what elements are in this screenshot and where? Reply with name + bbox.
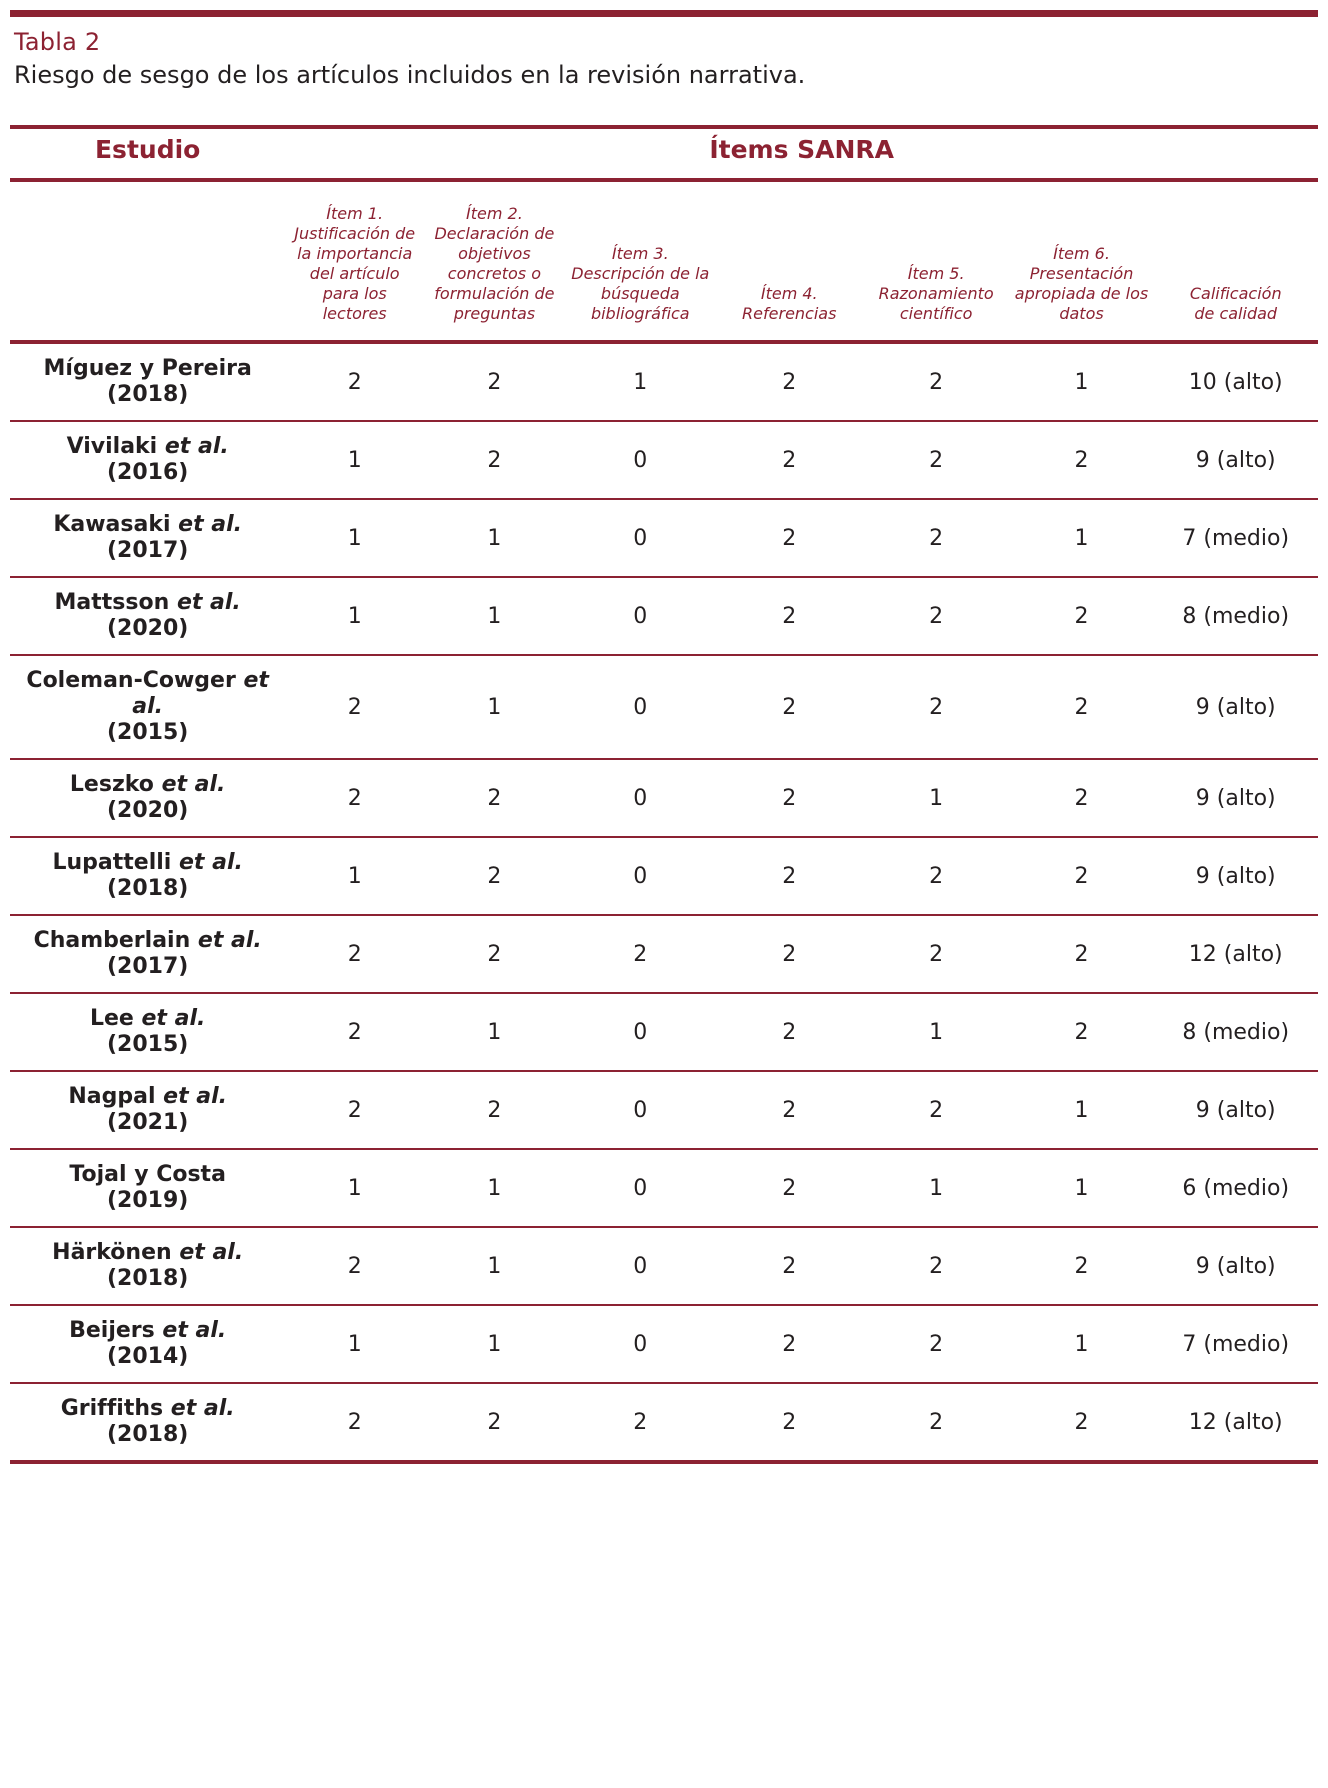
- header-item-6-desc: Presentación apropiada de los datos: [1014, 264, 1149, 323]
- score-cell-item-5: 2: [863, 342, 1010, 421]
- score-cell-item-3: 0: [565, 1305, 716, 1383]
- score-cell-item-4: 2: [716, 1383, 863, 1462]
- study-cell: [10, 1149, 285, 1227]
- score-cell-item-4: 2: [716, 993, 863, 1071]
- score-cell-item-3: 0: [565, 759, 716, 837]
- score-cell-item-3: 2: [565, 1383, 716, 1462]
- quality-rating-cell: 8 (medio): [1153, 993, 1318, 1071]
- study-etal: et al.: [178, 512, 243, 537]
- table-row: [10, 759, 1318, 837]
- score-cell-item-1: 2: [285, 915, 424, 993]
- score-cell-item-2: 1: [424, 993, 565, 1071]
- table-row: [10, 1305, 1318, 1383]
- study-cell: [10, 759, 285, 837]
- study-year: (2018): [107, 1266, 189, 1291]
- score-cell-item-5: 1: [863, 759, 1010, 837]
- score-cell-item-2: 1: [424, 1149, 565, 1227]
- score-cell-item-3: 0: [565, 421, 716, 499]
- study-cell: [10, 1383, 285, 1462]
- group-header-row: [10, 127, 1318, 180]
- score-cell-item-6: 2: [1010, 421, 1154, 499]
- header-item-5: [863, 180, 1010, 342]
- score-cell-item-4: 2: [716, 1149, 863, 1227]
- score-cell-item-4: 2: [716, 915, 863, 993]
- table-row: [10, 1149, 1318, 1227]
- score-cell-item-1: 2: [285, 993, 424, 1071]
- study-author: Lupattelli: [52, 850, 172, 875]
- score-cell-item-5: 2: [863, 655, 1010, 759]
- header-item-4-number: Ítem 4.: [760, 284, 818, 303]
- study-cell: [10, 342, 285, 421]
- score-cell-item-1: 2: [285, 759, 424, 837]
- quality-rating-cell: 7 (medio): [1153, 1305, 1318, 1383]
- study-cell: [10, 993, 285, 1071]
- study-cell: [10, 915, 285, 993]
- score-cell-item-1: 1: [285, 837, 424, 915]
- score-cell-item-6: 2: [1010, 1383, 1154, 1462]
- study-etal: et al.: [179, 850, 243, 875]
- quality-rating-cell: 9 (alto): [1153, 759, 1318, 837]
- score-cell-item-6: 1: [1010, 342, 1154, 421]
- score-cell-item-5: 2: [863, 421, 1010, 499]
- table-title: Riesgo de sesgo de los artículos incluidos en la revisión narrativa.: [14, 61, 806, 89]
- score-cell-item-3: 0: [565, 1149, 716, 1227]
- table-row: [10, 993, 1318, 1071]
- score-cell-item-2: 1: [424, 499, 565, 577]
- score-cell-item-2: 2: [424, 421, 565, 499]
- table-caption: [10, 17, 1318, 91]
- study-author: Tojal y Costa: [69, 1162, 226, 1187]
- study-year: (2018): [107, 1422, 189, 1447]
- study-etal: et al.: [197, 928, 262, 953]
- quality-rating-cell: 10 (alto): [1153, 342, 1318, 421]
- score-cell-item-1: 2: [285, 1227, 424, 1305]
- score-cell-item-6: 1: [1010, 1149, 1154, 1227]
- header-items-sanra: Ítems SANRA: [285, 127, 1318, 180]
- table-row: [10, 655, 1318, 759]
- score-cell-item-5: 1: [863, 1149, 1010, 1227]
- score-cell-item-4: 2: [716, 759, 863, 837]
- score-cell-item-2: 2: [424, 1383, 565, 1462]
- quality-rating-cell: 12 (alto): [1153, 915, 1318, 993]
- study-author: Nagpal: [68, 1084, 156, 1109]
- header-item-1-desc: Justificación de la importancia del artículo para los lectores: [294, 224, 416, 323]
- table-row: [10, 499, 1318, 577]
- study-etal: et al.: [179, 1240, 244, 1265]
- header-item-2-number: Ítem 2.: [466, 204, 523, 223]
- study-year: (2021): [107, 1110, 189, 1135]
- score-cell-item-5: 1: [863, 993, 1010, 1071]
- study-author: Härkönen: [52, 1240, 172, 1265]
- table-row: [10, 1227, 1318, 1305]
- study-etal: et al.: [132, 668, 269, 719]
- score-cell-item-2: 1: [424, 655, 565, 759]
- header-item-3-number: Ítem 3.: [611, 244, 669, 263]
- study-etal: et al.: [163, 1084, 227, 1109]
- study-cell: [10, 1305, 285, 1383]
- study-etal: et al.: [162, 1318, 227, 1343]
- study-year: (2019): [107, 1188, 189, 1213]
- score-cell-item-5: 2: [863, 915, 1010, 993]
- score-cell-item-2: 2: [424, 1071, 565, 1149]
- score-cell-item-6: 2: [1010, 915, 1154, 993]
- score-cell-item-4: 2: [716, 655, 863, 759]
- table-page: [0, 10, 1328, 1464]
- score-cell-item-1: 2: [285, 342, 424, 421]
- score-cell-item-4: 2: [716, 1071, 863, 1149]
- table-body: [10, 342, 1318, 1462]
- score-cell-item-2: 2: [424, 915, 565, 993]
- study-year: (2015): [107, 720, 189, 745]
- header-calificacion: [1153, 180, 1318, 342]
- score-cell-item-6: 2: [1010, 759, 1154, 837]
- score-cell-item-5: 2: [863, 1227, 1010, 1305]
- score-cell-item-5: 2: [863, 1383, 1010, 1462]
- study-author: Kawasaki: [53, 512, 171, 537]
- study-year: (2017): [107, 538, 189, 563]
- header-item-5-number: Ítem 5.: [907, 264, 965, 283]
- score-cell-item-6: 1: [1010, 499, 1154, 577]
- study-cell: [10, 421, 285, 499]
- quality-rating-cell: 9 (alto): [1153, 837, 1318, 915]
- quality-rating-cell: 8 (medio): [1153, 577, 1318, 655]
- column-header-row: [10, 180, 1318, 342]
- study-year: (2015): [107, 1032, 189, 1057]
- score-cell-item-3: 0: [565, 577, 716, 655]
- score-cell-item-2: 1: [424, 1305, 565, 1383]
- study-etal: et al.: [176, 590, 241, 615]
- study-author: Míguez y Pereira: [43, 356, 252, 381]
- study-year: (2017): [107, 954, 189, 979]
- table-head: [10, 127, 1318, 342]
- study-year: (2014): [107, 1344, 189, 1369]
- score-cell-item-2: 2: [424, 759, 565, 837]
- score-cell-item-1: 1: [285, 1149, 424, 1227]
- study-cell: [10, 499, 285, 577]
- score-cell-item-1: 1: [285, 1305, 424, 1383]
- score-cell-item-5: 2: [863, 837, 1010, 915]
- score-cell-item-2: 2: [424, 837, 565, 915]
- study-cell: [10, 1227, 285, 1305]
- score-cell-item-3: 0: [565, 499, 716, 577]
- table-row: [10, 915, 1318, 993]
- study-author: Coleman-Cowger: [26, 668, 236, 693]
- study-year: (2016): [107, 460, 189, 485]
- study-year: (2018): [107, 382, 189, 407]
- score-cell-item-5: 2: [863, 499, 1010, 577]
- header-calificacion-line2: de calidad: [1194, 304, 1278, 323]
- study-etal: et al.: [141, 1006, 206, 1031]
- quality-rating-cell: 9 (alto): [1153, 655, 1318, 759]
- study-author: Chamberlain: [33, 928, 191, 953]
- header-item-1: [285, 180, 424, 342]
- table-row: [10, 1383, 1318, 1462]
- study-author: Beijers: [69, 1318, 155, 1343]
- top-accent-rule: [10, 10, 1318, 17]
- score-cell-item-3: 0: [565, 1227, 716, 1305]
- quality-rating-cell: 9 (alto): [1153, 1071, 1318, 1149]
- header-item-3: [565, 180, 716, 342]
- score-cell-item-1: 1: [285, 421, 424, 499]
- study-etal: et al.: [164, 434, 229, 459]
- score-cell-item-4: 2: [716, 421, 863, 499]
- score-cell-item-2: 2: [424, 342, 565, 421]
- score-cell-item-6: 2: [1010, 993, 1154, 1071]
- header-item-4-desc: Referencias: [742, 304, 837, 323]
- score-cell-item-4: 2: [716, 342, 863, 421]
- study-etal: et al.: [161, 772, 226, 797]
- study-cell: [10, 577, 285, 655]
- header-estudio: Estudio: [10, 127, 285, 180]
- table-row: [10, 1071, 1318, 1149]
- study-cell: [10, 837, 285, 915]
- score-cell-item-4: 2: [716, 499, 863, 577]
- score-cell-item-4: 2: [716, 1227, 863, 1305]
- score-cell-item-3: 0: [565, 993, 716, 1071]
- header-calificacion-line1: Calificación: [1189, 284, 1282, 303]
- score-cell-item-1: 2: [285, 1071, 424, 1149]
- quality-rating-cell: 7 (medio): [1153, 499, 1318, 577]
- study-author: Vivilaki: [66, 434, 158, 459]
- study-cell: [10, 655, 285, 759]
- study-etal: et al.: [170, 1396, 235, 1421]
- score-cell-item-1: 1: [285, 499, 424, 577]
- table-number-label: Tabla 2: [14, 28, 101, 56]
- score-cell-item-1: 2: [285, 1383, 424, 1462]
- study-author: Mattsson: [54, 590, 170, 615]
- score-cell-item-4: 2: [716, 1305, 863, 1383]
- score-cell-item-6: 2: [1010, 1227, 1154, 1305]
- table-row: [10, 421, 1318, 499]
- study-cell: [10, 1071, 285, 1149]
- header-item-5-desc: Razonamiento científico: [878, 284, 994, 323]
- score-cell-item-6: 2: [1010, 655, 1154, 759]
- score-cell-item-6: 2: [1010, 577, 1154, 655]
- score-cell-item-3: 2: [565, 915, 716, 993]
- header-item-1-number: Ítem 1.: [326, 204, 384, 223]
- study-year: (2020): [107, 798, 189, 823]
- header-item-4: [716, 180, 863, 342]
- score-cell-item-5: 2: [863, 1071, 1010, 1149]
- score-cell-item-3: 0: [565, 837, 716, 915]
- score-cell-item-6: 1: [1010, 1305, 1154, 1383]
- study-year: (2018): [107, 876, 189, 901]
- header-item-2: [424, 180, 565, 342]
- table-row: [10, 837, 1318, 915]
- score-cell-item-2: 1: [424, 1227, 565, 1305]
- score-cell-item-6: 2: [1010, 837, 1154, 915]
- score-cell-item-1: 1: [285, 577, 424, 655]
- score-cell-item-6: 1: [1010, 1071, 1154, 1149]
- header-item-2-desc: Declaración de objetivos concretos o formulación de preguntas: [434, 224, 555, 323]
- risk-of-bias-table: [10, 125, 1318, 1464]
- quality-rating-cell: 9 (alto): [1153, 421, 1318, 499]
- score-cell-item-4: 2: [716, 577, 863, 655]
- study-author: Griffiths: [60, 1396, 164, 1421]
- table-row: [10, 342, 1318, 421]
- score-cell-item-5: 2: [863, 1305, 1010, 1383]
- study-year: (2020): [107, 616, 189, 641]
- quality-rating-cell: 9 (alto): [1153, 1227, 1318, 1305]
- score-cell-item-2: 1: [424, 577, 565, 655]
- study-author: Leszko: [69, 772, 154, 797]
- score-cell-item-5: 2: [863, 577, 1010, 655]
- score-cell-item-4: 2: [716, 837, 863, 915]
- quality-rating-cell: 12 (alto): [1153, 1383, 1318, 1462]
- header-study-blank: [10, 180, 285, 342]
- table-row: [10, 577, 1318, 655]
- score-cell-item-1: 2: [285, 655, 424, 759]
- header-item-6: [1010, 180, 1154, 342]
- header-item-3-desc: Descripción de la búsqueda bibliográfica: [571, 264, 710, 323]
- quality-rating-cell: 6 (medio): [1153, 1149, 1318, 1227]
- score-cell-item-3: 0: [565, 655, 716, 759]
- score-cell-item-3: 0: [565, 1071, 716, 1149]
- score-cell-item-3: 1: [565, 342, 716, 421]
- study-author: Lee: [89, 1006, 134, 1031]
- header-item-6-number: Ítem 6.: [1053, 244, 1110, 263]
